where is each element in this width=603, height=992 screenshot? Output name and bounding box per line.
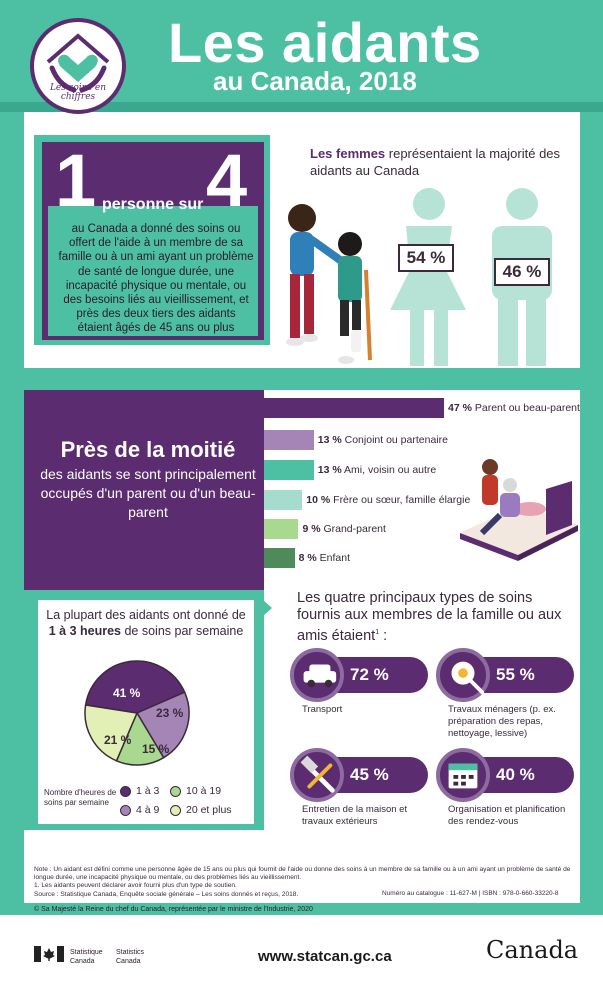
stat-number-one: 1 [55, 139, 97, 222]
male-percent: 46 % [494, 258, 550, 286]
pie-slice-label: 15 % [142, 742, 170, 756]
footnote-text: 1. Les aidants peuvent déclarer avoir fourni plus d'un type de soutien. [34, 882, 237, 890]
frame-left [0, 112, 24, 912]
legend-label: 10 à 19 [186, 785, 222, 797]
relationship-pct: 10 % [306, 494, 331, 506]
relationship-bar [264, 548, 295, 568]
women-rest: représentaient la majorité des aidants au Canada [310, 146, 561, 178]
catalog-number: Numéro au catalogue : 11-627-M | ISBN : 978-0-660-33220-8 [382, 890, 559, 897]
canada-flag-icon [34, 946, 64, 962]
care-type-icon-wrap [290, 648, 344, 702]
care-types-title-end: : [379, 627, 388, 644]
care-type-label: Travaux ménagers (p. ex. préparation des repas, nettoyage, lessive) [448, 704, 556, 739]
relationship-text: des aidants se sont principalement occupés d'un parent ou d'un beau-parent [40, 466, 256, 520]
website-link[interactable]: www.statcan.gc.ca [258, 948, 392, 965]
legend-swatch [170, 805, 181, 816]
relationship-bar-label [306, 494, 470, 506]
hours-text-a: La plupart des aidants ont donné de [46, 608, 246, 622]
legend-label: 20 et plus [186, 804, 232, 816]
care-types-title-text: Les quatre principaux types de soins fournis aux membres de la famille ou aux amis étaient [297, 590, 562, 644]
relationship-bar-label [318, 434, 448, 446]
care-type-pct: 45 % [350, 765, 389, 784]
relationship-bar [264, 460, 314, 480]
relationship-bar [264, 519, 298, 539]
care-type-pct: 40 % [496, 765, 535, 784]
relationship-bar [264, 398, 444, 418]
care-type-icon-wrap [436, 648, 490, 702]
car-icon [294, 652, 340, 698]
care-type-label: Entretien de la maison et travaux extérieurs [302, 804, 408, 827]
female-figure-icon [384, 186, 474, 368]
page-subtitle: au Canada, 2018 [213, 66, 417, 96]
legend-title: Nombre d'heures de soins par semaine [44, 788, 117, 807]
care-type-label: Organisation et planification des rendez-vous [448, 804, 566, 827]
relationship-name: Frère ou sœur, famille élargie [330, 494, 471, 506]
hours-text-c: de soins par semaine [120, 624, 244, 638]
source-text: Source : Statistique Canada, Enquête sociale générale – Les soins donnés et reçus, 2018. [34, 890, 299, 898]
section-divider [24, 368, 580, 390]
copyright: © Sa Majesté la Reine du chef du Canada, représentée par le ministre de l'Industrie, 2020 [34, 906, 313, 913]
pie-slice-label: 23 % [156, 706, 184, 720]
women-majority-text [310, 145, 575, 179]
relationship-bar-label [302, 523, 385, 535]
legend-label: 4 à 9 [136, 804, 160, 816]
care-types-title [297, 590, 572, 645]
stat-word: personne sur [102, 196, 204, 213]
stat-description: au Canada a donné des soins ou offert de l'aide à un membre de sa famille ou à un ami ayant un problème de santé de longue durée, une incapacité physique ou mentale, ou des besoins liés au vieillissement, et près des deux tiers des aidants étaient âgés de 45 ans ou plus [58, 223, 254, 335]
hours-text [42, 607, 250, 639]
relationship-name: Grand-parent [320, 523, 386, 535]
women-lead: Les femmes [310, 146, 386, 161]
female-percent: 54 % [398, 244, 454, 272]
legend-swatch [120, 786, 131, 797]
stat-number-four: 4 [206, 139, 248, 222]
relationship-bar [264, 430, 314, 450]
relationship-name: Ami, voisin ou autre [341, 464, 437, 476]
panel-arrow [254, 592, 272, 624]
relationship-pct: 47 % [448, 402, 472, 414]
care-type-label: Transport [302, 704, 343, 715]
care-type-pct: 72 % [350, 665, 389, 684]
relationship-pct: 13 % [317, 464, 342, 476]
frying-pan-icon [440, 652, 486, 698]
frame-right [580, 112, 603, 912]
logo-text: Les soins en chiffres [49, 83, 107, 102]
bed-care-illustration [460, 455, 578, 563]
calendar-icon [440, 752, 486, 798]
hammer-icon [294, 752, 340, 798]
relationship-pct: 13 % [317, 434, 342, 446]
relationship-name: Conjoint ou partenaire [341, 434, 448, 446]
statcan-fr: Statistique Canada [70, 949, 103, 965]
hours-text-b: 1 à 3 heures [48, 624, 121, 638]
relationship-headline: Près de la moitié [60, 437, 236, 462]
legend-label: 1 à 3 [136, 785, 160, 797]
statcan-en: Statistics Canada [116, 949, 145, 965]
care-type-icon-wrap [290, 748, 344, 802]
care-type-pct: 55 % [496, 665, 535, 684]
relationship-bar-label [299, 552, 350, 564]
legend-swatch [170, 786, 181, 797]
relationship-name: Parent ou beau-parent [471, 402, 580, 414]
relationship-bar [264, 490, 302, 510]
care-type-icon-wrap [436, 748, 490, 802]
relationship-pct: 9 % [302, 523, 321, 535]
footnote-ref: 1 [375, 629, 380, 636]
caregiver-illustration [262, 200, 382, 370]
relationship-name: Enfant [316, 552, 350, 564]
relationship-bar-label [448, 402, 580, 414]
pie-slice-label: 21 % [104, 733, 132, 747]
logo [30, 18, 126, 114]
pie-slice-label: 41 % [113, 686, 141, 700]
page-title: Les aidants [168, 11, 482, 74]
relationship-pct: 8 % [298, 552, 317, 564]
legend-swatch [120, 805, 131, 816]
note-text: Note : Un aidant est défini comme une personne âgée de 15 ans ou plus qui fournit de l'aide ou donne des soins à un membre de sa famille ou à un ami ayant un problème de santé de longue durée, une incapacité physique ou mentale, ou des problèmes liés au vieillissement. [34, 866, 571, 882]
relationship-bar-label [318, 464, 436, 476]
canada-wordmark: Canada [486, 936, 579, 964]
